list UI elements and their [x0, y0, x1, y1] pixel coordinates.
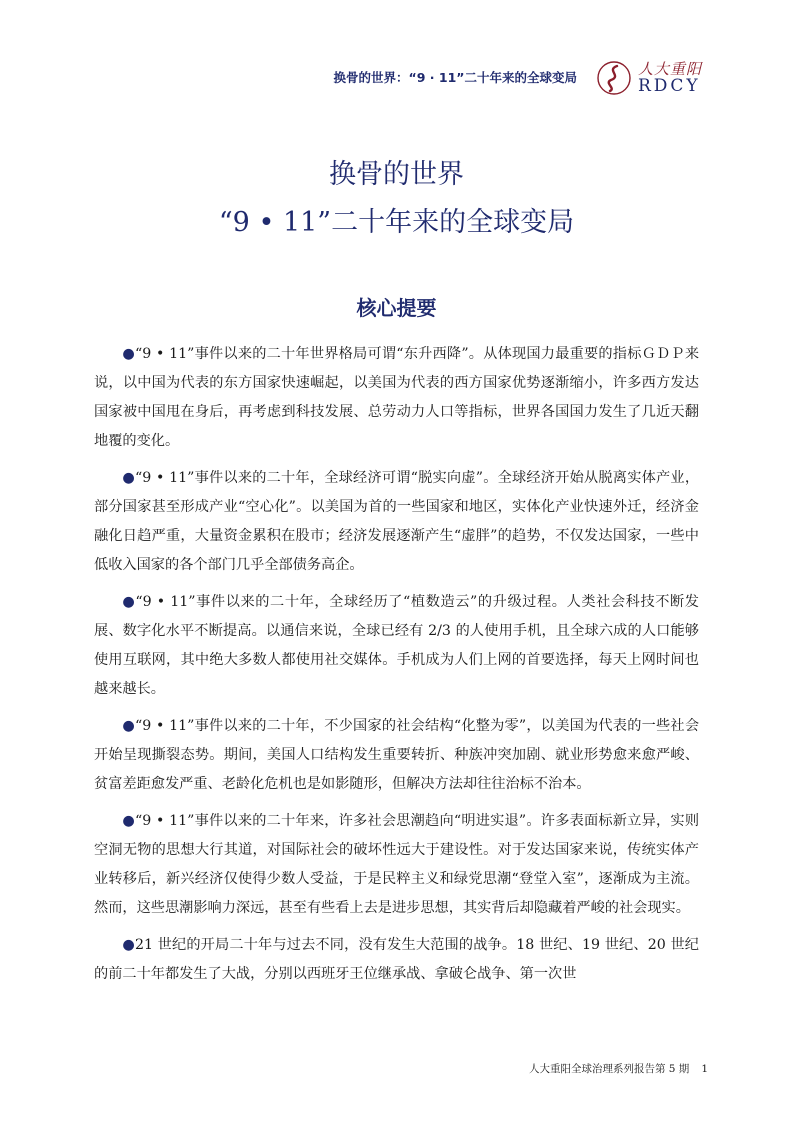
rdcy-emblem-icon [596, 60, 632, 96]
summary-content [94, 340, 699, 997]
running-header: 换骨的世界：“9 · 11”二十年来的全球变局 [333, 70, 577, 85]
bullet-icon: ● [122, 470, 135, 486]
paragraph-text: “9 • 11”事件以来的二十年来，许多社会思潮趋向“明进实退”。许多表面标新立异，实则空洞无物的思想大行其道，对国际社会的破坏性远大于建设性。对于发达国家来说，传统实体产业转移后，新兴经济仅使得少数人受益，于是民粹主义和绿党思潮“登堂入室”，逐渐成为主流。然而，这些思潮影响力深远，甚至有些看上去是进步思想，其实背后却隐藏着严峻的社会现实。 [94, 813, 700, 916]
bullet-icon: ● [122, 346, 135, 362]
bullet-icon: ● [122, 937, 135, 953]
rdcy-logo [596, 58, 706, 100]
summary-paragraph [94, 588, 699, 704]
paragraph-text: “9 • 11”事件以来的二十年，全球经历了“植数造云”的升级过程。人类社会科技不断发展、数字化水平不断提高。以通信来说，全球已经有 2/3 的人使用手机，且全球六成的人口能够使用互联网，其中绝大多数人都使用社交媒体。手机成为人们上网的首要选择，每天上网时间也越来越长。 [94, 594, 699, 697]
section-heading: 核心提要 [356, 296, 437, 320]
summary-paragraph [94, 712, 699, 799]
paragraph-text: “9 • 11”事件以来的二十年，全球经济可谓“脱实向虚”。全球经济开始从脱离实体产业，部分国家甚至形成产业“空心化”。以美国为首的一些国家和地区，实体化产业快速外迁，经济金融化日趋严重，大量资金累积在股市；经济发展逐渐产生“虚胖”的趋势，不仅发达国家，一些中低收入国家的各个部门几乎全部债务高企。 [94, 470, 700, 573]
page-footer [0, 1061, 708, 1076]
bullet-icon: ● [122, 594, 136, 610]
summary-paragraph [94, 931, 699, 989]
paragraph-text: “9 • 11”事件以来的二十年世界格局可谓“东升西降”。从体现国力最重要的指标ＧＤＰ来说，以中国为代表的东方国家快速崛起，以美国为代表的西方国家优势逐渐缩小，许多西方发达国家被中国甩在身后，再考虑到科技发展、总劳动力人口等指标，世界各国国力发生了几近天翻地覆的变化。 [94, 346, 700, 449]
summary-paragraph [94, 340, 699, 456]
logo-english-text: RDCY [638, 76, 701, 96]
document-title-line-1: 换骨的世界 [329, 159, 464, 190]
summary-paragraph [94, 807, 699, 923]
paragraph-text: 21 世纪的开局二十年与过去不同，没有发生大范围的战争。18 世纪、19 世纪、20 世纪的前二十年都发生了大战，分别以西班牙王位继承战、拿破仑战争、第一次世 [94, 937, 699, 982]
document-title-line-2: “9 • 11”二十年来的全球变局 [218, 207, 575, 238]
logo-chinese-text: 人大重阳 [638, 60, 703, 78]
paragraph-text: “9 • 11”事件以来的二十年，不少国家的社会结构“化整为零”，以美国为代表的一些社会开始呈现撕裂态势。期间，美国人口结构发生重要转折、种族冲突加剧、就业形势愈来愈严峻、贫富差距愈发严重、老龄化危机也是如影随形，但解决方法却往往治标不治本。 [94, 718, 700, 792]
bullet-icon: ● [122, 718, 135, 734]
summary-paragraph [94, 464, 699, 580]
page-number: 1 [701, 1063, 708, 1075]
bullet-icon: ● [122, 813, 135, 829]
footer-series-label: 人大重阳全球治理系列报告第 5 期 [528, 1063, 690, 1075]
